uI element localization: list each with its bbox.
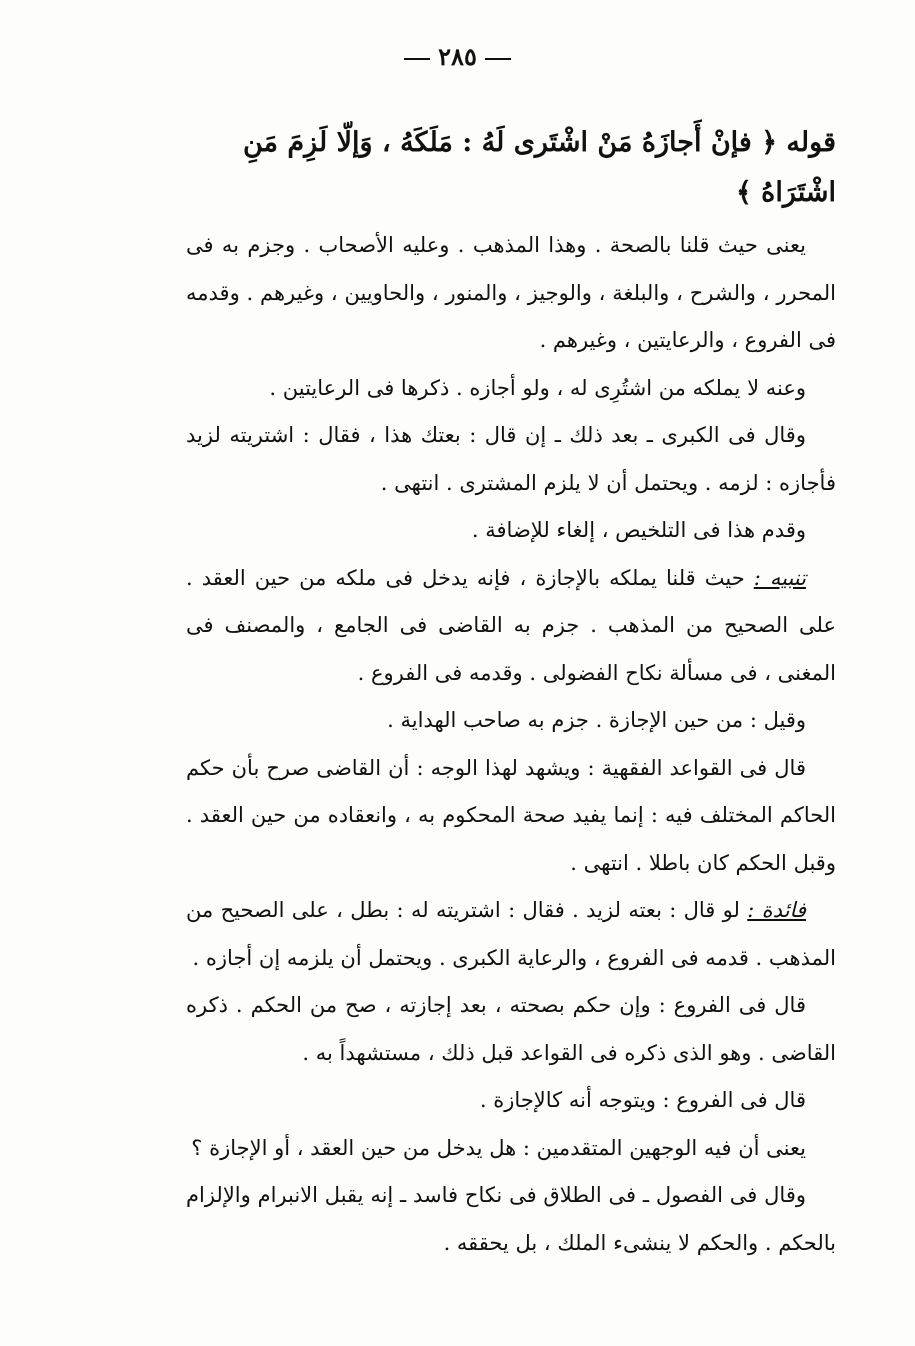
- paragraph: قال فى الفروع : ويتوجه أنه كالإجازة .: [479, 1088, 806, 1112]
- section-heading: قوله ﴿ فإنْ أَجازَهُ مَنْ اشْتَرى لَهُ : مَلَكَهُ ، وَإلّا لَزِمَ مَنِ اشْتَرَاهُ ﴾: [242, 127, 836, 208]
- page-number-dash: [485, 58, 511, 60]
- paragraph: قال فى الفروع : وإن حكم بصحته ، بعد إجازته ، صح من الحكم . ذكره القاضى . وهو الذى ذكره فى القواعد قبل ذلك ، مستشهداً به .: [186, 993, 836, 1065]
- paragraph: وعنه لا يملكه من اشتُرِى له ، ولو أجازه . ذكرها فى الرعايتين .: [269, 375, 806, 400]
- page-body: [186, 118, 836, 1267]
- note-label: تنبيه :: [753, 565, 806, 590]
- paragraph: وقال فى الكبرى ـ بعد ذلك ـ إن قال : بعتك هذا ، فقال : اشتريته لزيد فأجازه : لزمه . ويحتمل أن لا يلزم المشترى . انتهى .: [186, 423, 836, 495]
- paragraph: فائدة : لو قال : بعته لزيد . فقال : اشتريته له : بطل ، على الصحيح من المذهب . قدمه فى الفروع ، والرعاية الكبرى . ويحتمل أن يلزمه إن أجازه .: [186, 898, 836, 970]
- paragraph: قال فى القواعد الفقهية : ويشهد لهذا الوجه : أن القاضى صرح بأن حكم الحاكم المختلف فيه : إنما يفيد صحة المحكوم به ، وانعقاده من حين العقد . وقبل الحكم كان باطلا . انتهى .: [186, 755, 836, 875]
- paragraph: تنبيه : حيث قلنا يملكه بالإجازة ، فإنه يدخل فى ملكه من حين العقد . على الصحيح من المذهب . جزم به القاضى فى الجامع ، والمصنف فى المغنى ، فى مسألة نكاح الفضولى . وقدمه فى الفروع .: [186, 565, 836, 685]
- page-number-dash: [404, 58, 430, 60]
- paragraph: يعنى حيث قلنا بالصحة . وهذا المذهب . وعليه الأصحاب . وجزم به فى المحرر ، والشرح ، والبلغة ، والوجيز ، والمنور ، والحاويين ، وغيرهم . وقدمه فى الفروع ، والرعايتين ، وغيرهم .: [186, 233, 836, 352]
- paragraph: وقدم هذا فى التلخيص ، إلغاء للإضافة .: [471, 518, 806, 542]
- paragraph: يعنى أن فيه الوجهين المتقدمين : هل يدخل من حين العقد ، أو الإجازة ؟: [191, 1135, 806, 1160]
- paragraph: وقال فى الفصول ـ فى الطلاق فى نكاح فاسد ـ إنه يقبل الانبرام والإلزام بالحكم . والحكم لا ينشىء الملك ، بل يحققه .: [186, 1183, 836, 1255]
- page-number: ٢٨٥: [0, 42, 915, 71]
- paragraph: وقيل : من حين الإجازة . جزم به صاحب الهداية .: [387, 708, 806, 732]
- benefit-label: فائدة :: [747, 898, 806, 922]
